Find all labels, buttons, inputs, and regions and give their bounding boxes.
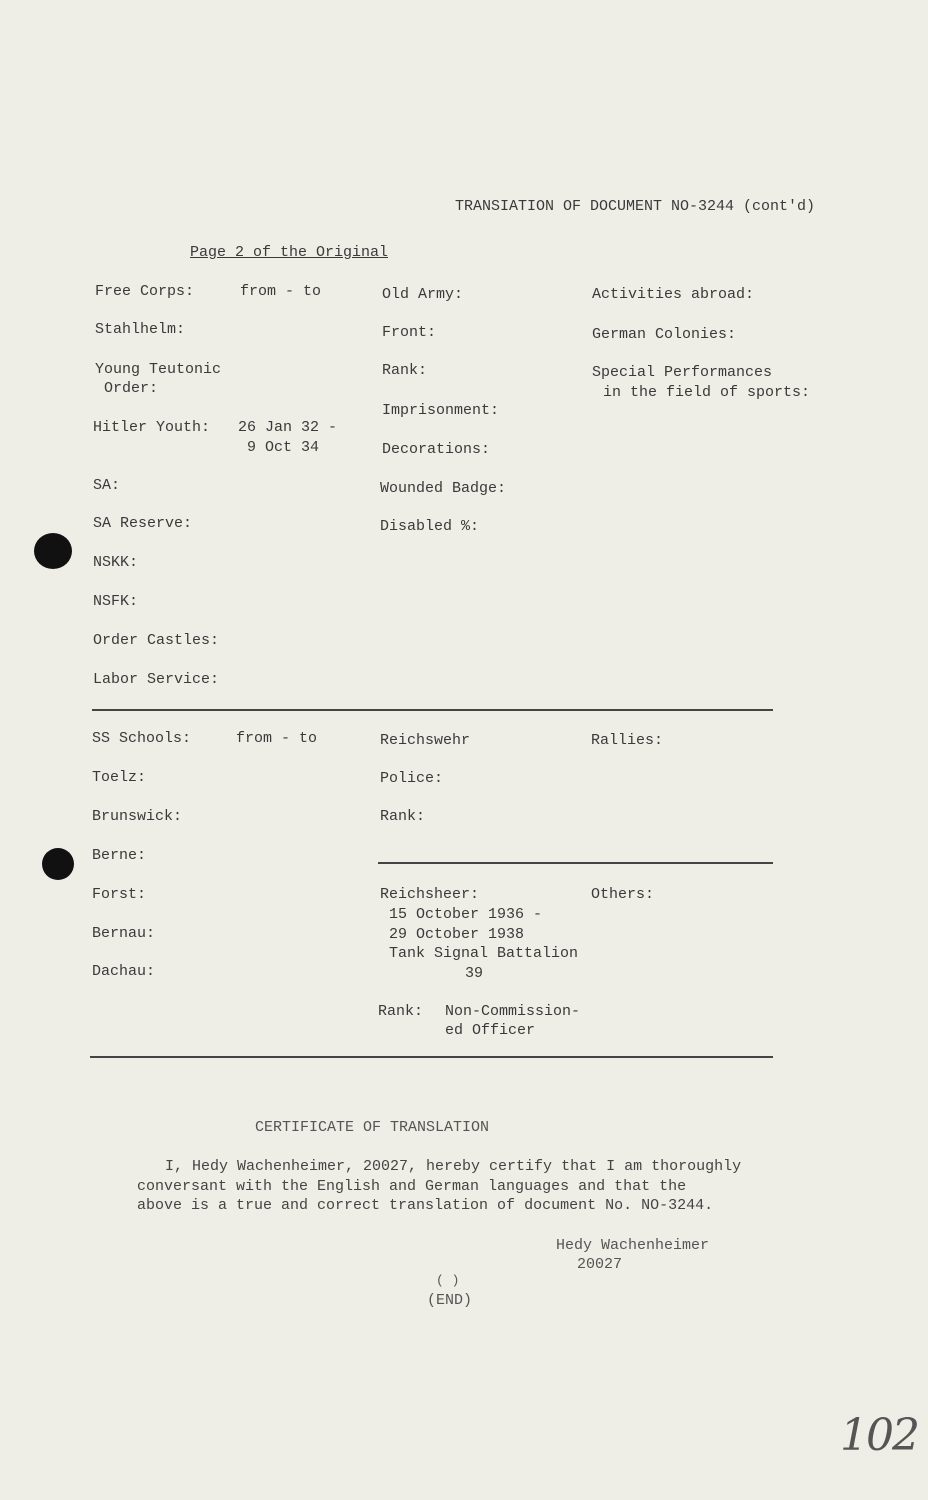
label-activities-abroad: Activities abroad: [592,286,755,303]
page-subtitle: Page 2 of the Original [190,244,389,261]
punch-hole-top [34,533,72,569]
end-mark: ( ) [436,1273,460,1288]
column-divider [378,862,773,864]
label-rank-police: Rank: [380,808,426,825]
certificate-line-3: above is a true and correct translation of document No. NO-3244. [137,1197,714,1214]
label-rallies: Rallies: [591,732,664,749]
value-reichsheer-unit: Tank Signal Battalion [389,945,579,962]
section-divider [92,709,773,711]
label-reichswehr: Reichswehr [380,732,471,749]
end-label: (END) [427,1292,473,1309]
signature-name: Hedy Wachenheimer [556,1237,710,1254]
section-divider-bottom [90,1056,773,1058]
label-disabled: Disabled %: [380,518,480,535]
label-free-corps: Free Corps: [95,283,195,300]
value-reichsheer-from: 15 October 1936 - [389,906,543,923]
label-front: Front: [382,324,437,341]
signature-number: 20027 [577,1256,623,1273]
value-reichsheer-unit-number: 39 [465,965,484,982]
punch-hole-bottom [42,848,74,880]
label-special-performances: Special Performances [592,364,773,381]
label-stahlhelm: Stahlhelm: [95,321,186,338]
label-young-teutonic: Young Teutonic [95,361,222,378]
label-ss-from-to: from - to [236,730,318,747]
document-title: TRANSIATION OF DOCUMENT NO-3244 (cont'd) [455,198,816,215]
label-sa: SA: [93,477,121,494]
label-dachau: Dachau: [92,963,156,980]
label-forst: Forst: [92,886,147,903]
label-toelz: Toelz: [92,769,147,786]
label-special-performances-sports: in the field of sports: [603,384,811,401]
value-reichsheer-to: 29 October 1938 [389,926,525,943]
label-nsfk: NSFK: [93,593,139,610]
page-number: 102 [840,1410,918,1461]
label-rank-reichsheer: Rank: [378,1003,424,1020]
label-wounded-badge: Wounded Badge: [380,480,507,497]
value-hitler-youth-to: 9 Oct 34 [247,439,320,456]
certificate-title: CERTIFICATE OF TRANSLATION [255,1119,490,1136]
label-reichsheer: Reichsheer: [380,886,480,903]
label-german-colonies: German Colonies: [592,326,737,343]
label-bernau: Bernau: [92,925,156,942]
label-young-teutonic-order: Order: [104,380,159,397]
value-rank-reichsheer-cont: ed Officer [445,1022,536,1039]
certificate-line-1: I, Hedy Wachenheimer, 20027, hereby certify that I am thoroughly [165,1158,742,1175]
label-brunswick: Brunswick: [92,808,183,825]
label-sa-reserve: SA Reserve: [93,515,193,532]
certificate-line-2: conversant with the English and German languages and that the [137,1178,687,1195]
label-labor-service: Labor Service: [93,671,220,688]
value-hitler-youth-from: 26 Jan 32 - [238,419,338,436]
label-old-army: Old Army: [382,286,464,303]
label-decorations: Decorations: [382,441,491,458]
value-rank-reichsheer: Non-Commission- [445,1003,581,1020]
label-from-to: from - to [240,283,322,300]
label-imprisonment: Imprisonment: [382,402,500,419]
label-others: Others: [591,886,655,903]
label-order-castles: Order Castles: [93,632,220,649]
label-rank: Rank: [382,362,428,379]
label-berne: Berne: [92,847,147,864]
label-nskk: NSKK: [93,554,139,571]
label-hitler-youth: Hitler Youth: [93,419,211,436]
label-ss-schools: SS Schools: [92,730,192,747]
label-police: Police: [380,770,444,787]
